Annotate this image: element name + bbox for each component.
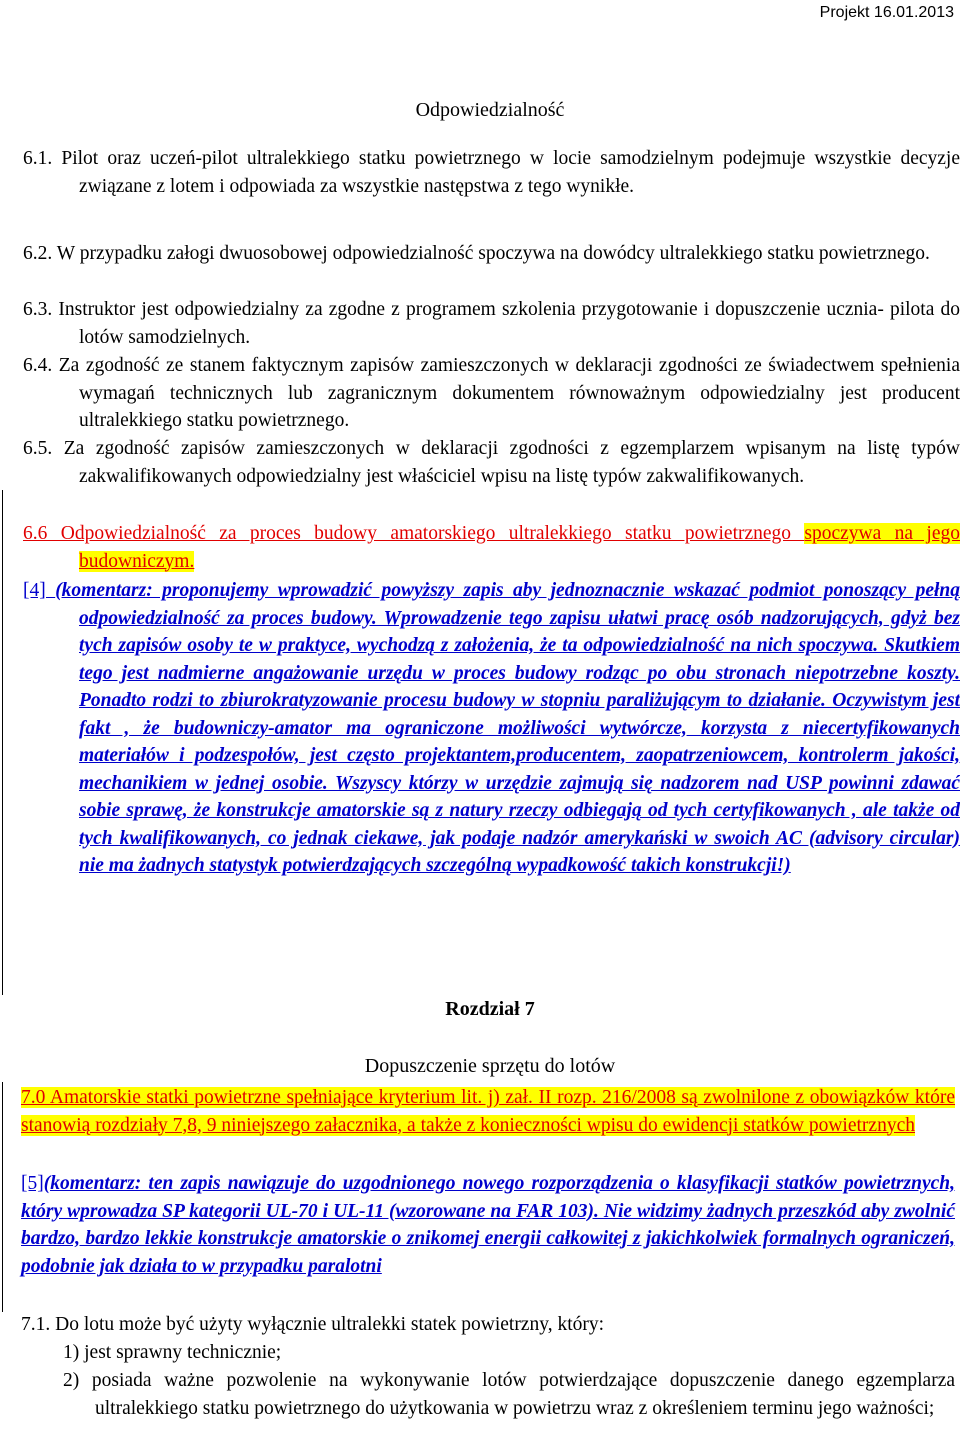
- paragraph-6-5: 6.5. Za zgodność zapisów zamieszczonych w deklaracji zgodności z egzemplarzem wpisanym na listę typów zakwalifikowanych odpowiedzialny jest właściciel wpisu na listę typów zakwalifikowanych.: [23, 438, 960, 487]
- amendment-6-6-part2: spoczywa na jego budowniczym.: [79, 523, 960, 572]
- paragraph-6-4: 6.4. Za zgodność ze stanem faktycznym zapisów zamieszczonych w deklaracji zgodności ze świadectwem spełnienia wymagań technicznych lub zagranicznym dokumentem równoważnym odpowiedzialny jest producent ultralekkiego statku powietrznego.: [23, 355, 960, 431]
- comment-4-text: (komentarz: proponujemy wprowadzić powyższy zapis aby jednoznacznie wskazać podmiot ponoszący pełną odpowiedzialność za proces budowy. Wprowadzenie tego zapisu ułatwi pracę osób nadzorujących, gdyż bez tych zapisów osoby te w praktyce, wychodzą z założenia, że ta odpowiedzialność na nich spoczywa. Skutkiem tego jest nadmierne angażowanie urzędu w proces budowy rodząc po obu stronach niepotrzebne koszty. Ponadto rodzi to zbiurokratyzowanie procesu budowy w stopniu paraliżującym to działanie. Oczywistym jest fakt , że budowniczy-amator ma ograniczone możliwości wytwórcze, korzysta z niecertyfikowanych materiałów i podzespołów, jest często projektantem,producentem, zaopatrzeniowcem, kontrolerm jakości, mechanikiem w jednej osobie. Wszyscy którzy w urzędzie zajmują się nadzorem nad USP powinni zdawać sobie sprawę, że konstrukcje amatorskie są z natury rzeczy odbiegają od tych certyfikowanych , ale także od tych kwalifikowanych, co jednak ciekawe, jak podaje nadzór amerykański w swoich AC (advisory circular) nie ma żadnych statystyk potwierdzających szczególną wypadkowość takich konstrukcji!): [55, 580, 960, 876]
- chapter-subtitle: Dopuszczenie sprzętu do lotów: [364, 1055, 616, 1077]
- comment-5-text: (komentarz: ten zapis nawiązuje do uzgodnionego nowego rozporządzenia o klasyfikacji statków powietrznych, który wprowadza SP kategorii UL-70 i UL-11 (wzorowane na FAR 103). Nie widzimy żadnych przeszkód aby zwolnić bardzo, bardzo lekkie konstrukcje amatorskie o znikomej energii całkowitej z jakichkolwiek formalnych ograniczeń, podobnie jak działa to w przypadku paralotni: [21, 1173, 955, 1277]
- change-bar: [2, 490, 3, 995]
- list-item: [0, 1339, 960, 1367]
- header-note: Projekt 16.01.2013: [819, 4, 954, 21]
- list-item-number: 1): [63, 1342, 80, 1363]
- comment-5-ref: [5]: [21, 1173, 44, 1194]
- paragraph-7-1: 7.1. Do lotu może być użyty wyłącznie ultralekki statek powietrzny, który:: [21, 1314, 605, 1335]
- amendment-6-6-part1: 6.6 Odpowiedzialność za proces budowy amatorskiego ultralekkiego statku powietrznego: [23, 523, 805, 544]
- amendment-7-0-text: 7.0 Amatorskie statki powietrzne spełniające kryterium lit. j) zał. II rozp. 216/2008 są zwolnilone z obowiązków które stanowią rozdziały 7,8, 9 niniejszego załacznika, a także z konieczności wpisu do ewidencji statków powietrznych: [21, 1087, 955, 1136]
- paragraph-6-6: [0, 520, 960, 575]
- paragraph-6-2: 6.2. W przypadku załogi dwuosobowej odpowiedzialność spoczywa na dowódcy ultralekkiego statku powietrznego.: [23, 243, 930, 264]
- list-item-number: 2): [63, 1370, 80, 1391]
- list-item-text: jest sprawny technicznie;: [84, 1342, 282, 1363]
- comment-4-ref: [4]: [23, 580, 56, 601]
- paragraph-6-3: 6.3. Instruktor jest odpowiedzialny za zgodne z programem szkolenia przygotowanie i dopuszczenie ucznia- pilota do lotów samodzielnych.: [23, 299, 960, 348]
- comment-5: [0, 1170, 960, 1280]
- paragraph-6-1: 6.1. Pilot oraz uczeń-pilot ultralekkiego statku powietrznego w locie samodzielnym podejmuje wszystkie decyzje związane z lotem i odpowiada za wszystkie następstwa z tego wynikłe.: [23, 148, 960, 197]
- chapter-title: Rozdział 7: [445, 998, 535, 1020]
- section-title: Odpowiedzialność: [415, 99, 565, 121]
- amendment-7-0: [0, 1084, 960, 1139]
- list-item: [0, 1367, 960, 1422]
- list-item-text: posiada ważne pozwolenie na wykonywanie lotów potwierdzające dopuszczenie danego egzemplarza ultralekkiego statku powietrznego do użytkowania w powietrzu wraz z określeniem terminu jego ważności;: [91, 1370, 956, 1419]
- comment-4: [0, 577, 960, 880]
